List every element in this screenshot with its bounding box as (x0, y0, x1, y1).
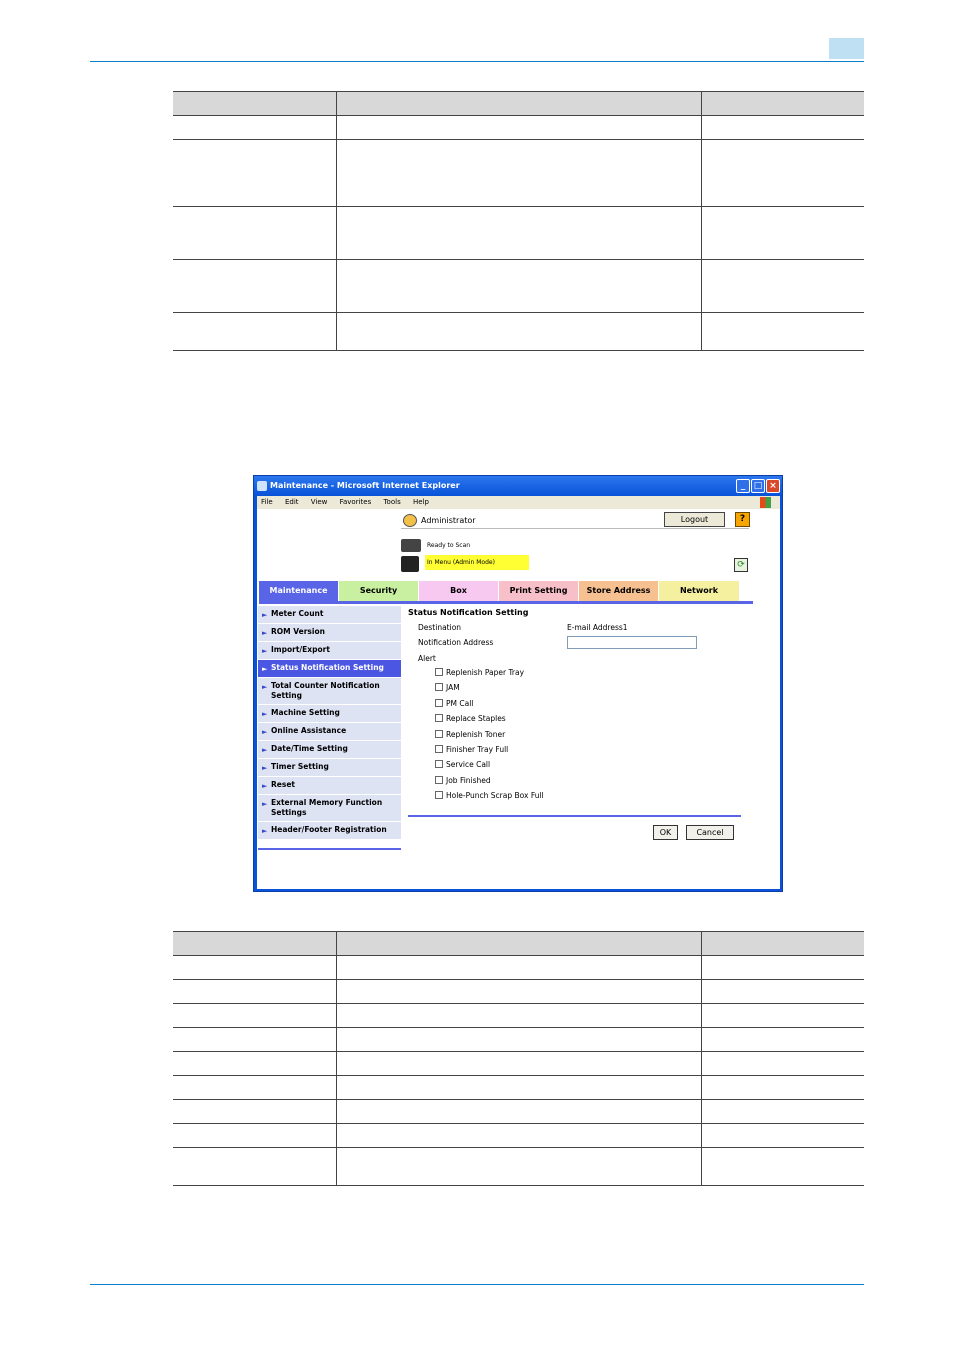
sidebar-item-label: ROM Version (271, 627, 325, 636)
administrator-label: Administrator (421, 516, 476, 525)
administrator-icon (403, 514, 417, 527)
alert-label: Alert (418, 654, 436, 663)
arrow-icon: ► (262, 665, 268, 673)
alert-finisher-tray-full[interactable] (435, 745, 508, 755)
sidebar-item-label: Online Assistance (271, 726, 347, 735)
menu-edit[interactable]: Edit (284, 498, 299, 506)
help-icon[interactable]: ? (735, 512, 750, 527)
top-table (173, 91, 864, 351)
window-title: Maintenance - Microsoft Internet Explorer (270, 481, 460, 490)
sidebar-item-label: External Memory Function Settings (271, 798, 383, 817)
arrow-icon: ► (262, 746, 268, 754)
panel-title: Status Notification Setting (408, 608, 529, 617)
alert-jam[interactable] (435, 683, 460, 693)
checkbox-icon[interactable] (435, 745, 443, 753)
alert-job-finished[interactable] (435, 776, 491, 786)
tab-maintenance[interactable]: Maintenance (259, 581, 338, 603)
alert-pm-call[interactable] (435, 699, 473, 709)
tab-print-setting[interactable]: Print Setting (499, 581, 578, 601)
cancel-button[interactable]: Cancel (686, 825, 734, 840)
arrow-icon: ► (262, 764, 268, 772)
arrow-icon: ► (262, 728, 268, 736)
checkbox-icon[interactable] (435, 791, 443, 799)
sidebar-item-external-memory[interactable] (258, 795, 401, 822)
status-mode: In Menu (Admin Mode) (425, 555, 529, 570)
refresh-icon[interactable]: ⟳ (734, 558, 748, 572)
checkbox-icon[interactable] (435, 760, 443, 768)
alert-hole-punch-scrap-box-full[interactable] (435, 791, 544, 801)
alert-replace-staples[interactable] (435, 714, 506, 724)
chapter-tab-marker (829, 38, 864, 59)
minimize-icon[interactable]: _ (736, 479, 750, 493)
alert-service-call[interactable] (435, 760, 490, 770)
tab-network[interactable]: Network (659, 581, 739, 601)
checkbox-label: PM Call (446, 699, 474, 708)
footer-rule (90, 1284, 864, 1285)
sidebar-item-label: Machine Setting (271, 708, 340, 717)
sidebar-item-timer-setting[interactable] (258, 759, 401, 777)
sidebar-item-meter-count[interactable] (258, 606, 401, 624)
header-divider (401, 528, 749, 529)
arrow-icon: ► (262, 629, 268, 637)
destination-label: Destination (418, 623, 462, 632)
arrow-icon: ► (262, 611, 268, 619)
arrow-icon: ► (262, 827, 268, 835)
arrow-icon: ► (262, 782, 268, 790)
destination-value: E-mail Address1 (567, 623, 628, 632)
tab-bar (259, 581, 753, 603)
tab-store-address[interactable]: Store Address (579, 581, 658, 601)
checkbox-icon[interactable] (435, 730, 443, 738)
sidebar-item-label: Date/Time Setting (271, 744, 348, 753)
checkbox-label: Replenish Toner (446, 730, 506, 739)
browser-window (253, 475, 783, 892)
checkbox-icon[interactable] (435, 699, 443, 707)
sidebar-item-reset[interactable] (258, 777, 401, 795)
alert-replenish-paper-tray[interactable] (435, 668, 524, 678)
sidebar-item-label: Meter Count (271, 609, 324, 618)
notification-address-input[interactable] (567, 636, 697, 649)
menu-view[interactable]: View (310, 498, 328, 506)
checkbox-icon[interactable] (435, 683, 443, 691)
sidebar-item-label: Timer Setting (271, 762, 329, 771)
checkbox-label: Hole-Punch Scrap Box Full (446, 791, 544, 800)
checkbox-label: Service Call (446, 760, 491, 769)
ie-icon (257, 481, 267, 491)
tab-underline (259, 601, 753, 604)
arrow-icon: ► (262, 647, 268, 655)
arrow-icon: ► (262, 800, 268, 808)
arrow-icon: ► (262, 710, 268, 718)
checkbox-label: Finisher Tray Full (446, 745, 509, 754)
sidebar-item-header-footer[interactable] (258, 822, 401, 840)
sidebar-bottom-rule (258, 848, 401, 850)
checkbox-icon[interactable] (435, 714, 443, 722)
page-content (257, 509, 780, 889)
menu-favorites[interactable]: Favorites (339, 498, 372, 506)
sidebar-item-label: Status Notification Setting (271, 663, 384, 672)
notification-address-label: Notification Address (418, 638, 494, 647)
sidebar-item-label: Reset (271, 780, 295, 789)
sidebar-item-online-assistance[interactable] (258, 723, 401, 741)
status-ready: Ready to Scan (427, 542, 471, 549)
tab-security[interactable]: Security (339, 581, 418, 601)
checkbox-icon[interactable] (435, 776, 443, 784)
sidebar-item-status-notification[interactable] (258, 660, 401, 678)
menu-bar (257, 496, 780, 509)
sidebar-item-total-counter[interactable] (258, 678, 401, 705)
title-bar (254, 476, 782, 496)
checkbox-label: JAM (446, 683, 460, 692)
menu-tools[interactable]: Tools (383, 498, 401, 506)
windows-flag-icon (760, 497, 771, 508)
sidebar-item-date-time[interactable] (258, 741, 401, 759)
sidebar-item-label: Total Counter Notification Setting (271, 681, 380, 700)
panel-divider (408, 815, 741, 817)
scanner-icon (401, 539, 421, 552)
arrow-icon: ► (262, 683, 268, 691)
sidebar (258, 606, 401, 850)
checkbox-label: Job Finished (446, 776, 491, 785)
sidebar-item-label: Header/Footer Registration (271, 825, 387, 834)
machine-icon (401, 556, 419, 572)
checkbox-icon[interactable] (435, 668, 443, 676)
logout-button[interactable]: Logout (664, 512, 725, 527)
checkbox-label: Replace Staples (446, 714, 506, 723)
sidebar-item-import-export[interactable] (258, 642, 401, 660)
alert-replenish-toner[interactable] (435, 730, 505, 740)
sidebar-item-label: Import/Export (271, 645, 330, 654)
sidebar-item-machine-setting[interactable] (258, 705, 401, 723)
ok-button[interactable]: OK (653, 825, 678, 840)
maximize-icon[interactable]: □ (751, 479, 765, 493)
header-rule (90, 61, 864, 62)
close-icon[interactable]: × (766, 479, 780, 493)
menu-file[interactable]: File (261, 498, 273, 506)
checkbox-label: Replenish Paper Tray (446, 668, 525, 677)
bottom-table (173, 931, 864, 1186)
tab-box[interactable]: Box (419, 581, 498, 601)
sidebar-item-rom-version[interactable] (258, 624, 401, 642)
menu-help[interactable]: Help (412, 498, 429, 506)
